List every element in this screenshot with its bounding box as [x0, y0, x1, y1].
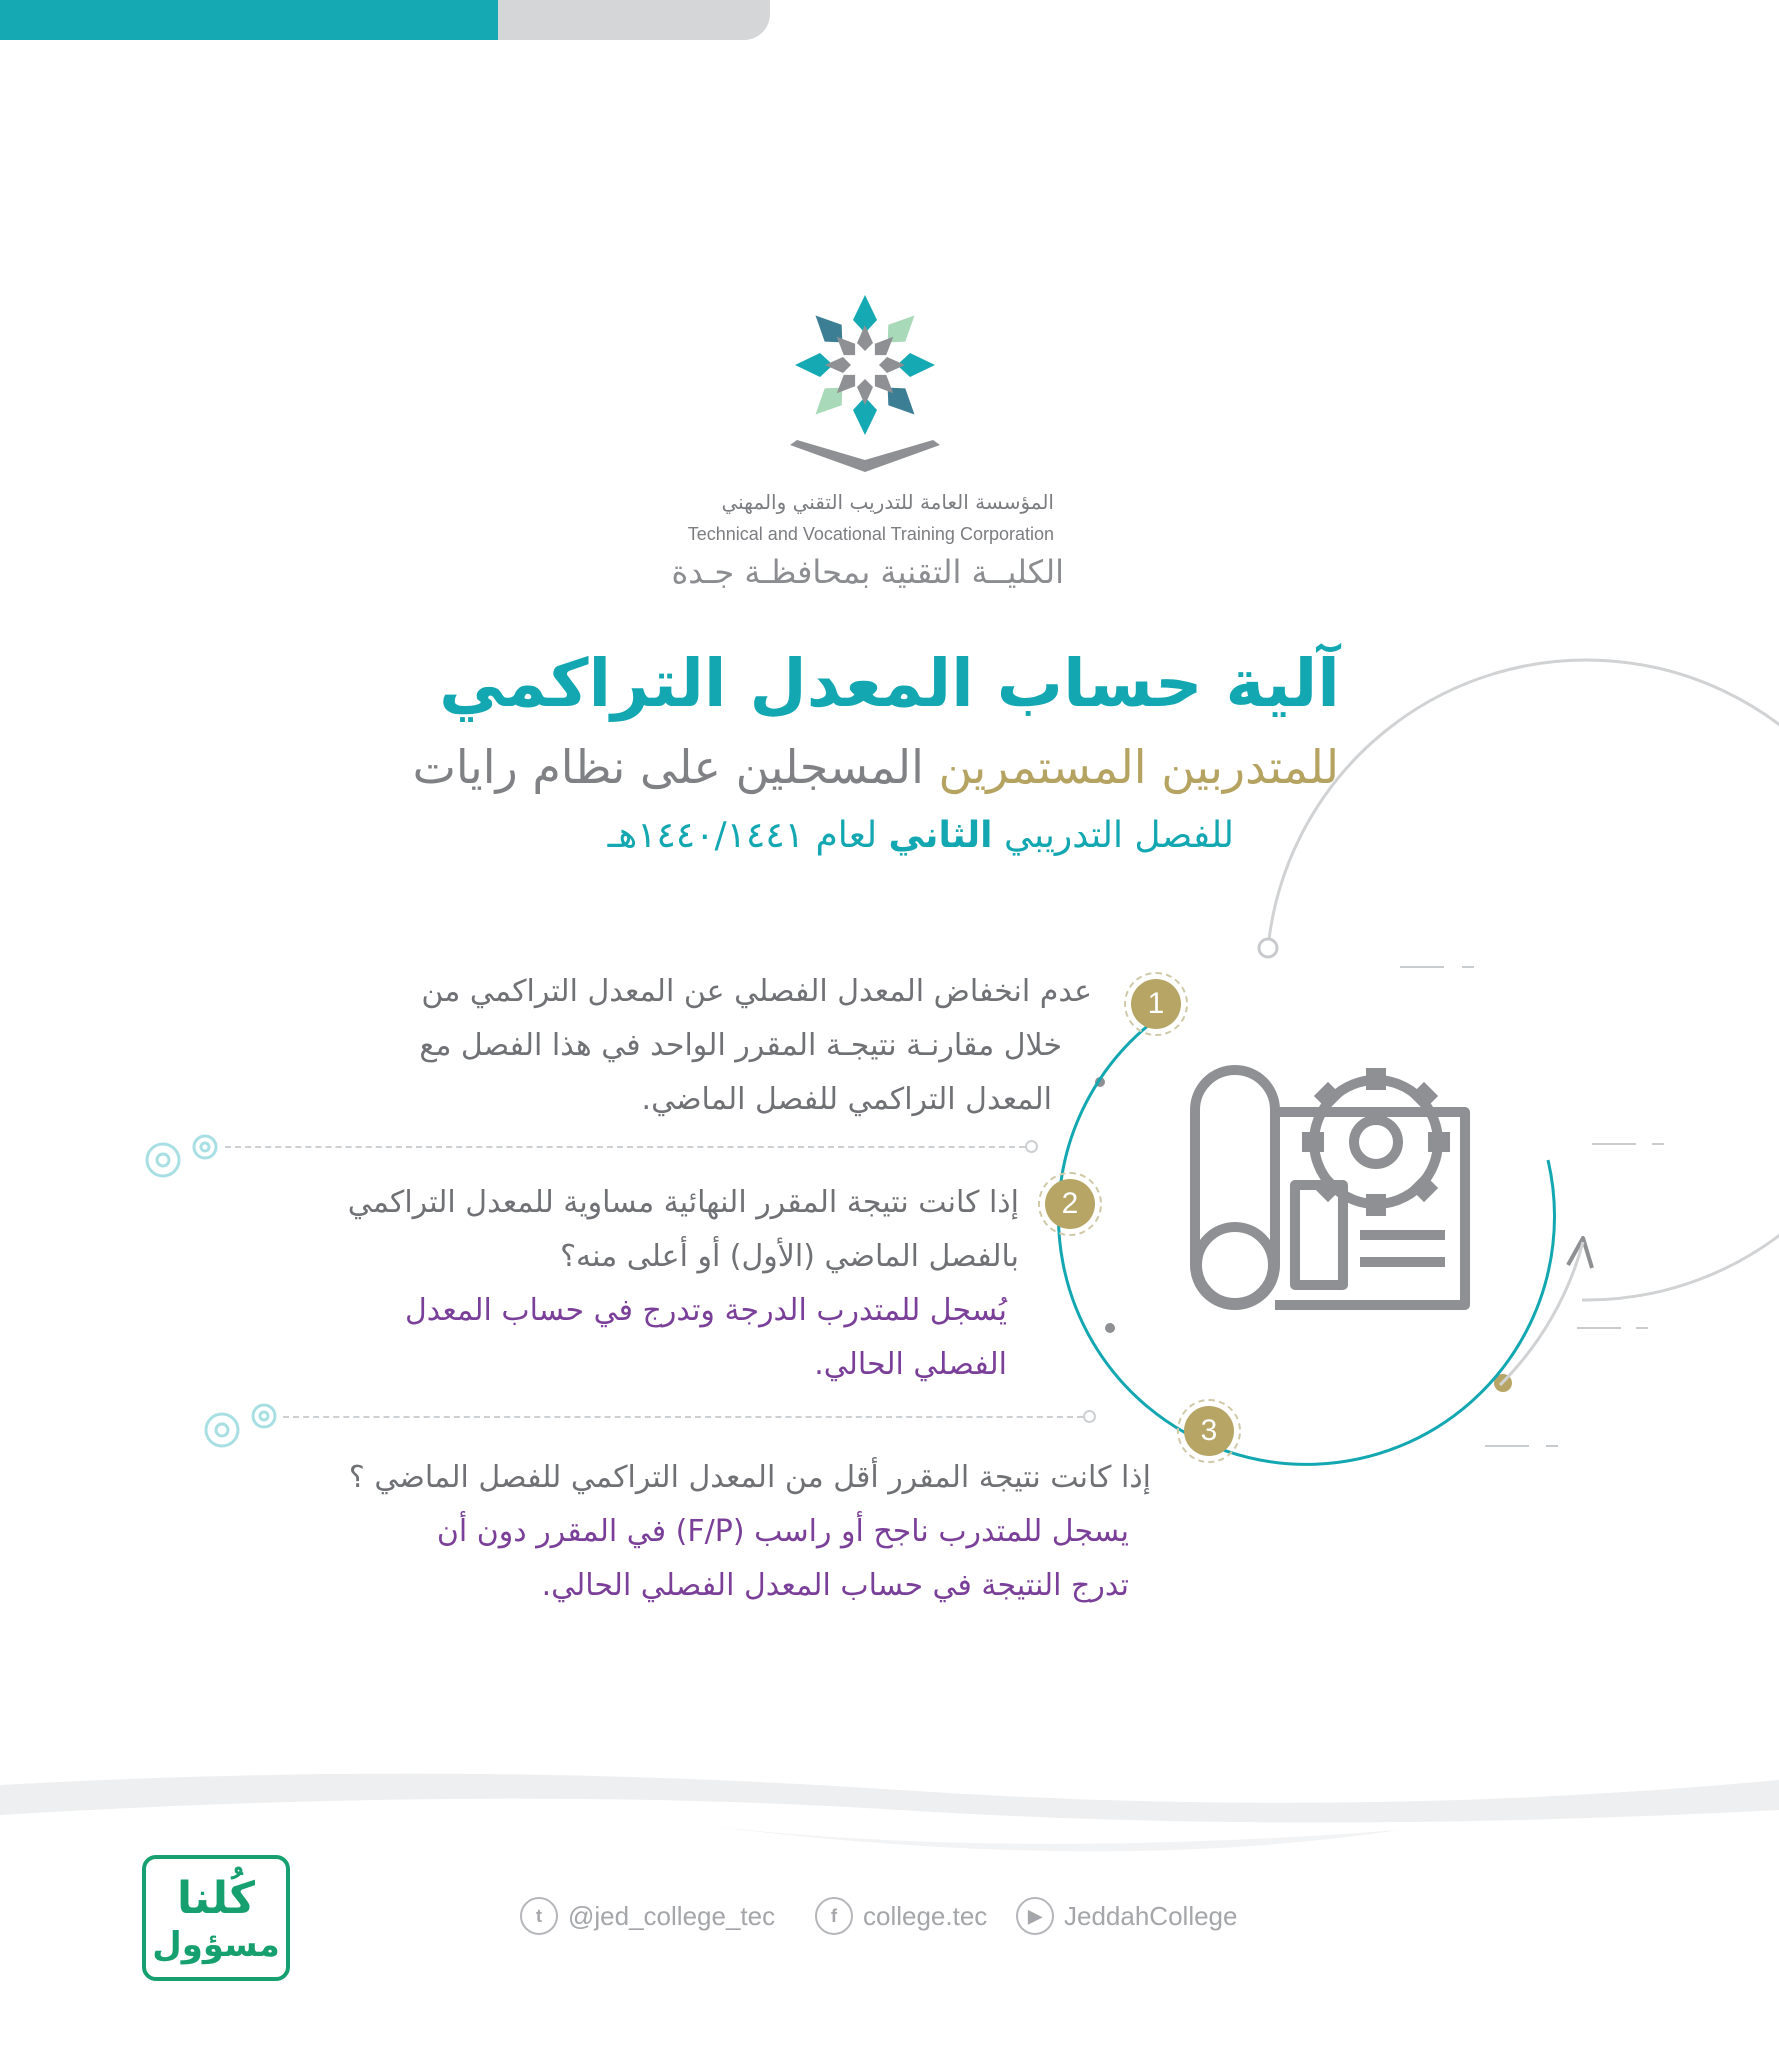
- arc-gray-dot-icon: [1105, 1323, 1115, 1333]
- org-name-english: Technical and Vocational Training Corporation: [687, 524, 1054, 544]
- college-name: الكليــة التقنية بمحافظـة جـدة: [671, 553, 1064, 591]
- step-2-badge: 2: [1045, 1179, 1095, 1229]
- step-2-text: [348, 1176, 1019, 1392]
- kulna-masool-logo: [142, 1855, 290, 1981]
- decor-dash: [1400, 966, 1444, 968]
- separator-line: [283, 1416, 1083, 1418]
- org-name-arabic: المؤسسة العامة للتدريب التقني والمهني: [721, 490, 1054, 514]
- gear-teeth-icon: [1302, 1068, 1450, 1216]
- facebook-icon: f: [815, 1897, 853, 1935]
- main-title: آلية حساب المعدل التراكمي: [439, 645, 1340, 722]
- decor-dash: [1546, 1445, 1558, 1447]
- facebook-handle: college.tec: [863, 1900, 988, 1931]
- twitter-handle: @jed_college_tec: [568, 1900, 776, 1931]
- slogan-line1: كُلنا: [176, 1873, 256, 1924]
- decor-dash: [1652, 1143, 1664, 1145]
- semester-year: لعام ١٤٤٠/١٤٤١هـ: [607, 815, 878, 856]
- semester-name: الثاني: [888, 815, 993, 856]
- decor-dash: [1592, 1143, 1636, 1145]
- decor-dash: [1485, 1445, 1529, 1447]
- separator-end-icon: [1083, 1410, 1096, 1423]
- step-3-line: إذا كانت نتيجة المقرر أقل من المعدل التراكمي للفصل الماضي ؟: [348, 1460, 1151, 1495]
- subtitle-highlight: للمتدربين المستمرين: [938, 740, 1339, 794]
- step-3-answer-line: تدرج النتيجة في حساب المعدل الفصلي الحالي.: [541, 1568, 1129, 1603]
- twitter-icon: t: [520, 1897, 558, 1935]
- step-2-line: بالفصل الماضي (الأول) أو أعلى منه؟: [560, 1239, 1019, 1274]
- gears-decoration-icon: [206, 1405, 275, 1446]
- step-1-line: عدم انخفاض المعدل الفصلي عن المعدل التراكمي من: [421, 974, 1092, 1009]
- separator-line: [225, 1146, 1025, 1148]
- decor-dash: [1462, 966, 1474, 968]
- social-twitter[interactable]: [520, 1897, 775, 1935]
- gears-decoration-icon: [147, 1136, 216, 1176]
- step-2-line: إذا كانت نتيجة المقرر النهائية مساوية للمعدل التراكمي: [347, 1185, 1019, 1220]
- step-3-text: [349, 1451, 1151, 1613]
- inner-teal-circle: [1058, 1024, 1554, 1464]
- social-facebook[interactable]: [815, 1897, 987, 1935]
- slogan-line2: مسؤول: [152, 1925, 280, 1965]
- step-3-badge: 3: [1184, 1406, 1234, 1456]
- decor-dash: [1636, 1327, 1648, 1329]
- youtube-icon: ▶: [1016, 1897, 1054, 1935]
- step-1-line: خلال مقارنـة نتيجـة المقرر الواحد في هذا الفصل مع: [419, 1028, 1062, 1063]
- arc-start-dot-icon: [1259, 939, 1277, 957]
- separator-end-icon: [1025, 1140, 1038, 1153]
- step-1-badge: 1: [1131, 979, 1181, 1029]
- step-1-line: المعدل التراكمي للفصل الماضي.: [641, 1082, 1052, 1117]
- step-1-text: [419, 965, 1092, 1127]
- decor-dash: [1577, 1327, 1621, 1329]
- step-2-answer-line: يُسجل للمتدرب الدرجة وتدرج في حساب المعدل: [404, 1293, 1007, 1328]
- subtitle-rest: المسجلين على نظام رايات: [412, 740, 924, 794]
- semester-prefix: للفصل التدريبي: [1003, 815, 1234, 856]
- youtube-handle: JeddahCollege: [1064, 1900, 1238, 1931]
- step-3-answer-line: يسجل للمتدرب ناجح أو راسب (F/P) في المقرر دون أن: [436, 1514, 1129, 1549]
- social-youtube[interactable]: [1016, 1897, 1237, 1935]
- step-2-answer-line: الفصلي الحالي.: [814, 1347, 1007, 1382]
